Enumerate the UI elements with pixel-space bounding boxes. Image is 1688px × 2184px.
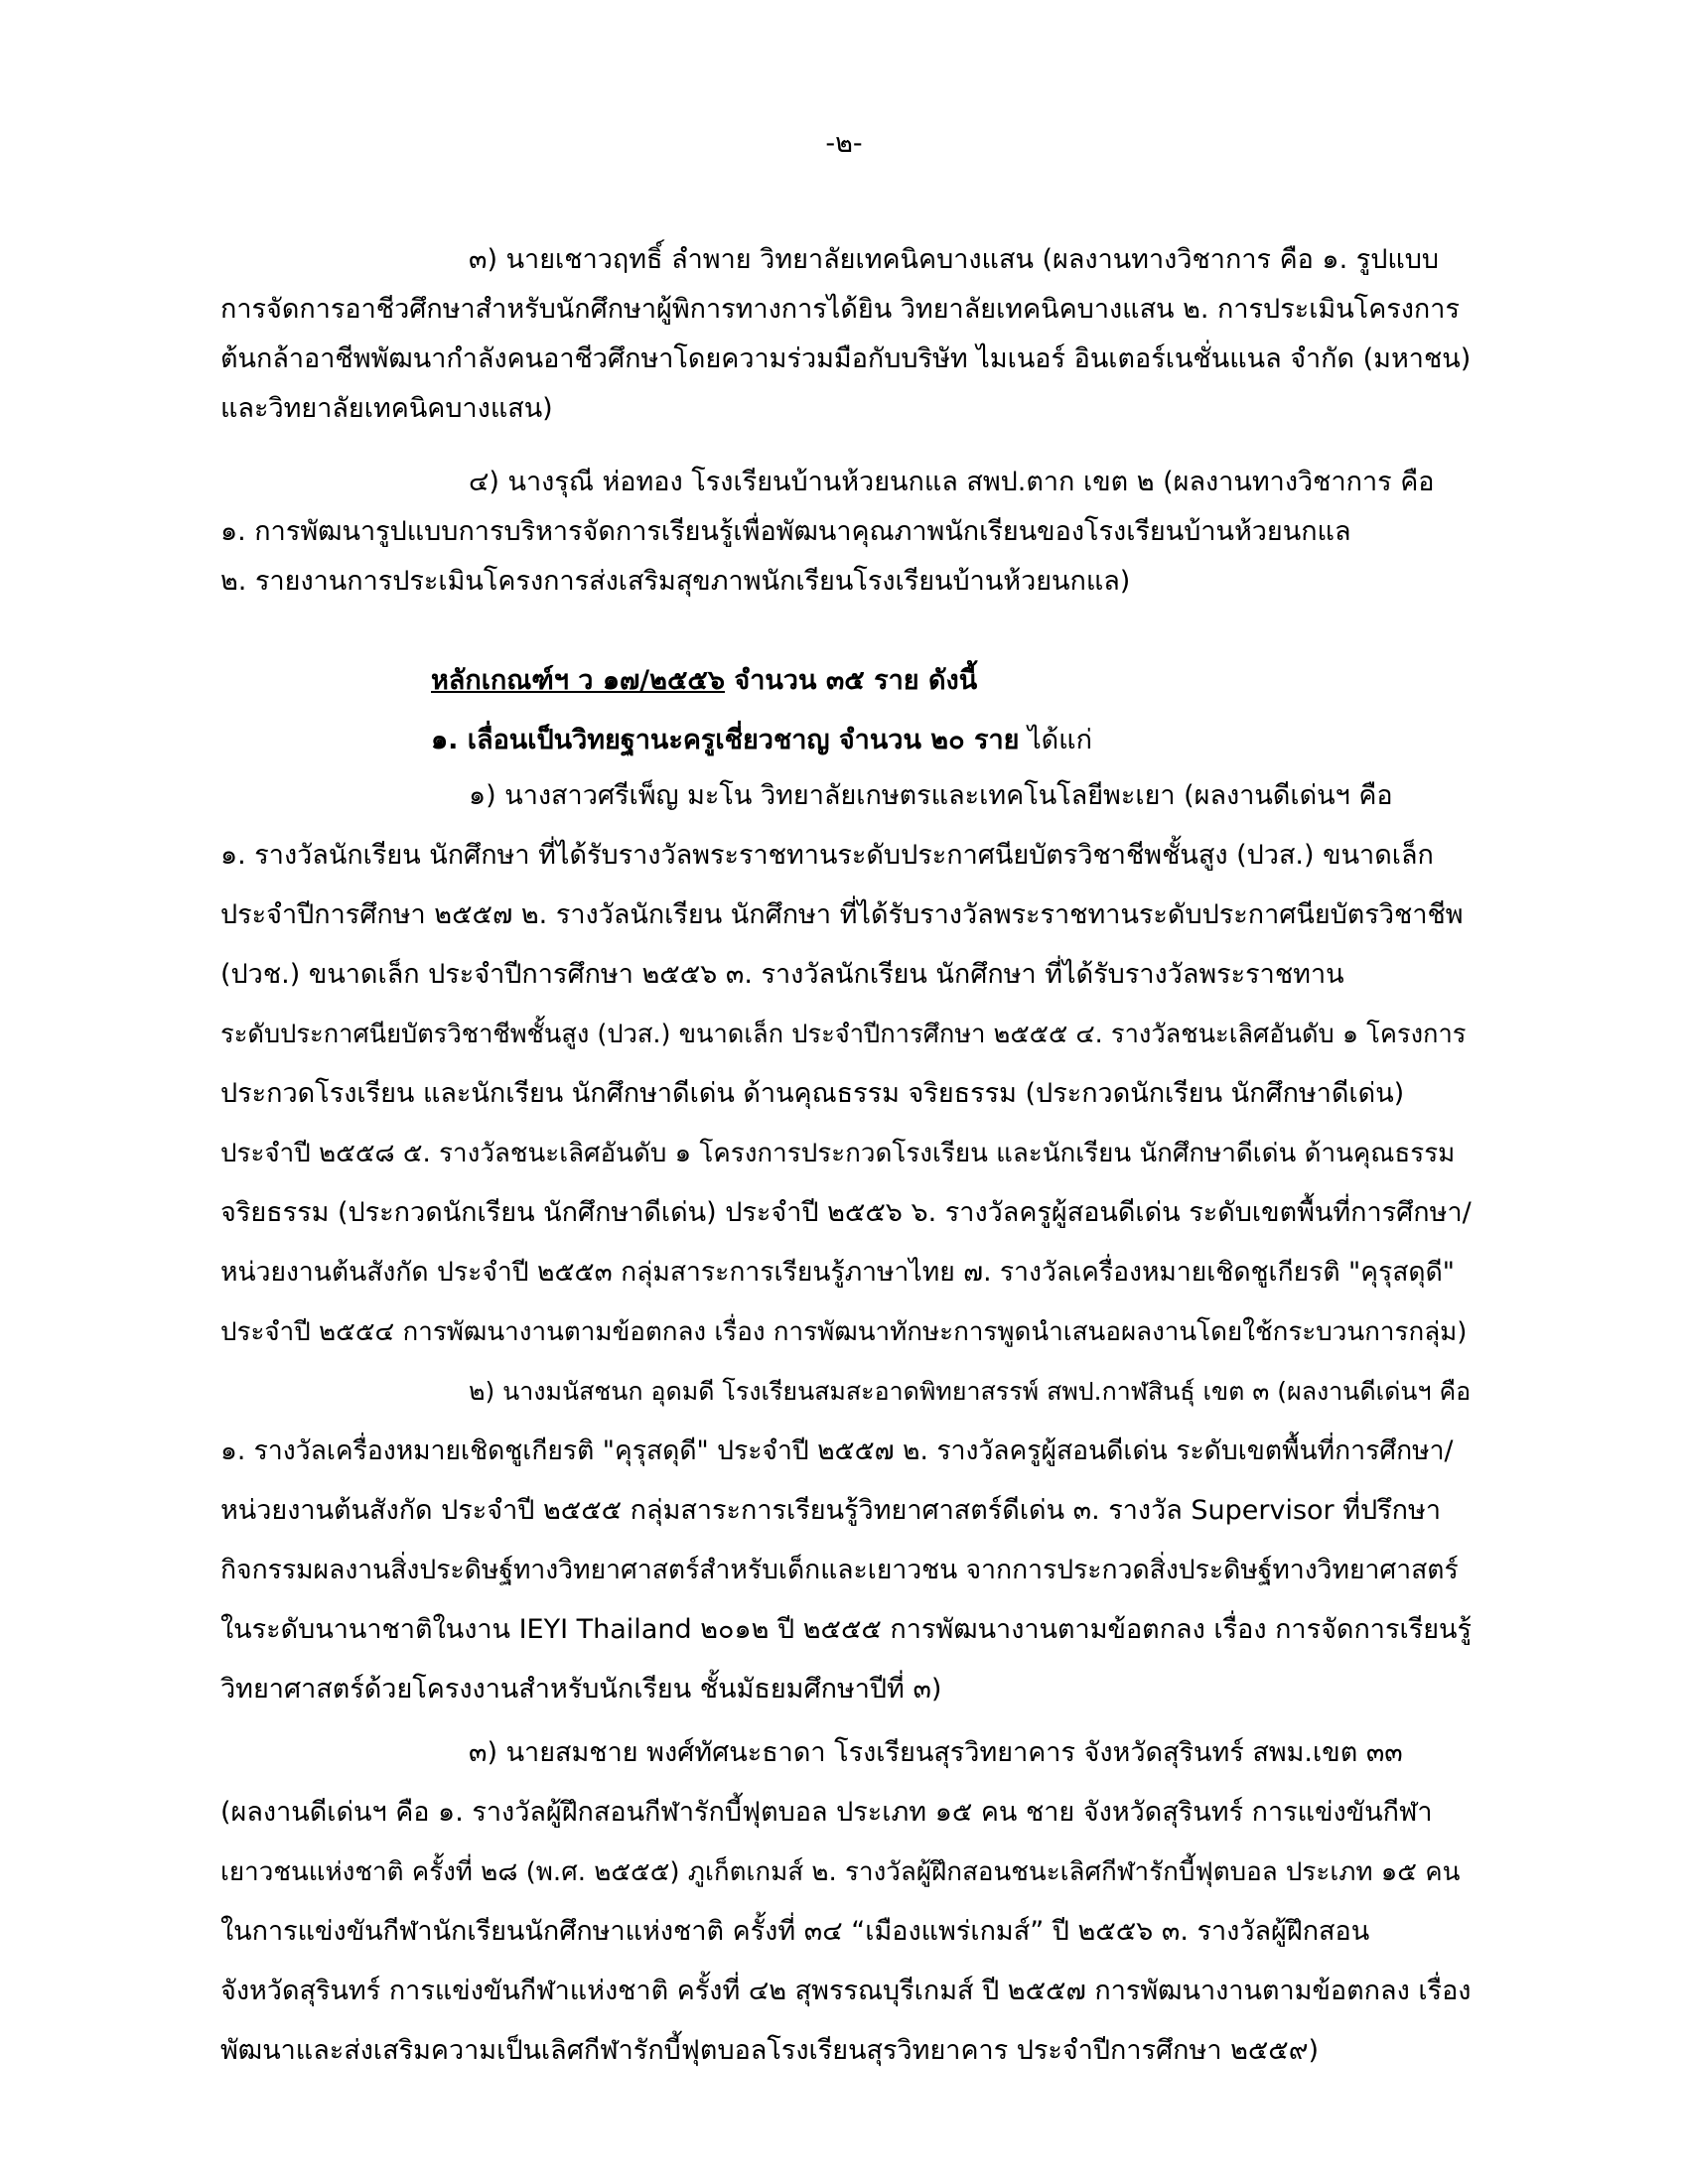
- paragraph-line: ๑) นางสาวศรีเพ็ญ มะโน วิทยาลัยเกษตรและเทคโนโลยีพะเยา (ผลงานดีเด่นฯ คือ: [469, 780, 1393, 811]
- paragraph-line: ประจำปีการศึกษา ๒๕๕๗ ๒. รางวัลนักเรียน นักศึกษา ที่ได้รับรางวัลพระราชทานระดับประกาศนียบัตรวิชาชีพ: [220, 899, 1464, 930]
- criteria-reference: หลักเกณฑ์ฯ ว ๑๗/๒๕๕๖: [431, 665, 725, 696]
- paragraph-line: จังหวัดสุรินทร์ การแข่งขันกีฬาแห่งชาติ ครั้งที่ ๔๒ สุพรรณบุรีเกมส์ ปี ๒๕๕๗ การพัฒนางานตามข้อตกลง เรื่อง: [220, 1976, 1472, 2006]
- paragraph-line: ต้นกล้าอาชีพพัฒนากำลังคนอาชีวศึกษาโดยความร่วมมือกับบริษัท ไมเนอร์ อินเตอร์เนชั่นแนล จำกัด (มหาชน): [220, 343, 1472, 374]
- paragraph-line: ๓) นายสมชาย พงศ์ทัศนะธาดา โรงเรียนสุรวิทยาคาร จังหวัดสุรินทร์ สพม.เขต ๓๓: [469, 1737, 1403, 1768]
- paragraph-line: การจัดการอาชีวศึกษาสำหรับนักศึกษาผู้พิการทางการได้ยิน วิทยาลัยเทคนิคบางแสน ๒. การประเมินโครงการ: [220, 294, 1460, 325]
- paragraph-line: กิจกรรมผลงานสิ่งประดิษฐ์ทางวิทยาศาสตร์สำหรับเด็กและเยาวชน จากการประกวดสิ่งประดิษฐ์ทางวิทยาศาสตร์: [220, 1555, 1459, 1585]
- paragraph-line: จริยธรรม (ประกวดนักเรียน นักศึกษาดีเด่น) ประจำปี ๒๕๕๖ ๖. รางวัลครูผู้สอนดีเด่น ระดับเขตพื้นที่การศึกษา/: [220, 1197, 1472, 1228]
- paragraph-line: หน่วยงานต้นสังกัด ประจำปี ๒๕๕๕ กลุ่มสาระการเรียนรู้วิทยาศาสตร์ดีเด่น ๓. รางวัล Supervisor ที่ปรึกษา: [220, 1495, 1441, 1526]
- paragraph-line: (ผลงานดีเด่นฯ คือ ๑. รางวัลผู้ฝึกสอนกีฬารักบี้ฟุตบอล ประเภท ๑๕ คน ชาย จังหวัดสุรินทร์ การแข่งขันกีฬา: [220, 1797, 1433, 1828]
- paragraph-line: พัฒนาและส่งเสริมความเป็นเลิศกีฬารักบี้ฟุตบอลโรงเรียนสุรวิทยาคาร ประจำปีการศึกษา ๒๕๕๙): [220, 2035, 1320, 2066]
- paragraph-line: ประกวดโรงเรียน และนักเรียน นักศึกษาดีเด่น ด้านคุณธรรม จริยธรรม (ประกวดนักเรียน นักศึกษาดีเด่น): [220, 1078, 1405, 1109]
- paragraph-line: ๑. การพัฒนารูปแบบการบริหารจัดการเรียนรู้เพื่อพัฒนาคุณภาพนักเรียนของโรงเรียนบ้านห้วยนกแล: [220, 516, 1351, 547]
- paragraph-line: ๑. รางวัลเครื่องหมายเชิดชูเกียรติ "คุรุสดุดี" ประจำปี ๒๕๕๗ ๒. รางวัลครูผู้สอนดีเด่น ระดับเขตพื้นที่การศึกษา/: [220, 1435, 1454, 1466]
- promotion-title: ๑. เลื่อนเป็นวิทยฐานะครูเชี่ยวชาญ จำนวน ๒๐ ราย: [431, 725, 1020, 755]
- sub-heading: [431, 717, 1474, 764]
- paragraph-line: ๔) นางรุณี ห่อทอง โรงเรียนบ้านห้วยนกแล สพป.ตาก เขต ๒ (ผลงานทางวิชาการ คือ: [469, 467, 1435, 497]
- paragraph-line: ประจำปี ๒๕๕๔ การพัฒนางานตามข้อตกลง เรื่อง การพัฒนาทักษะการพูดนำเสนอผลงานโดยใช้กระบวนการกลุ่ม): [220, 1317, 1468, 1347]
- promotion-suffix: ได้แก่: [1019, 725, 1092, 755]
- paragraph-line: เยาวชนแห่งชาติ ครั้งที่ ๒๘ (พ.ศ. ๒๕๕๕) ภูเก็ตเกมส์ ๒. รางวัลผู้ฝึกสอนชนะเลิศกีฬารักบี้ฟุตบอล ประเภท ๑๕ คน: [220, 1857, 1461, 1887]
- paragraph-line: วิทยาศาสตร์ด้วยโครงงานสำหรับนักเรียน ชั้นมัธยมศึกษาปีที่ ๓): [220, 1674, 942, 1705]
- paragraph-line: หน่วยงานต้นสังกัด ประจำปี ๒๕๕๓ กลุ่มสาระการเรียนรู้ภาษาไทย ๗. รางวัลเครื่องหมายเชิดชูเกียรติ "คุรุสดุดี": [220, 1257, 1455, 1288]
- paragraph-line: ในระดับนานาชาติในงาน IEYI Thailand ๒๐๑๒ ปี ๒๕๕๕ การพัฒนางานตามข้อตกลง เรื่อง การจัดการเรียนรู้: [220, 1614, 1472, 1645]
- paragraph-line: (ปวช.) ขนาดเล็ก ประจำปีการศึกษา ๒๕๕๖ ๓. รางวัลนักเรียน นักศึกษา ที่ได้รับรางวัลพระราชทาน: [220, 959, 1344, 990]
- section-heading: [431, 657, 1474, 705]
- page-number: -๒-: [825, 128, 863, 159]
- paragraph-line: ๒) นางมนัสชนก อุดมดี โรงเรียนสมสะอาดพิทยาสรรพ์ สพป.กาฬสินธุ์ เขต ๓ (ผลงานดีเด่นฯ คือ: [469, 1377, 1472, 1406]
- paragraph-line: ในการแข่งขันกีฬานักเรียนนักศึกษาแห่งชาติ ครั้งที่ ๓๔ “เมืองแพร่เกมส์” ปี ๒๕๕๖ ๓. รางวัลผู้ฝึกสอน: [220, 1916, 1370, 1947]
- paragraph-line: ระดับประกาศนียบัตรวิชาชีพชั้นสูง (ปวส.) ขนาดเล็ก ประจำปีการศึกษา ๒๕๕๕ ๔. รางวัลชนะเลิศอันดับ ๑ โครงการ: [220, 1020, 1467, 1049]
- paragraph-line: ๑. รางวัลนักเรียน นักศึกษา ที่ได้รับรางวัลพระราชทานระดับประกาศนียบัตรวิชาชีพชั้นสูง (ปวส.) ขนาดเล็ก: [220, 840, 1434, 871]
- paragraph-line: ๓) นายเชาวฤทธิ์ ลำพาย วิทยาลัยเทคนิคบางแสน (ผลงานทางวิชาการ คือ ๑. รูปแบบ: [469, 244, 1440, 275]
- criteria-count: จำนวน ๓๕ ราย ดังนี้: [724, 665, 978, 696]
- paragraph-line: ๒. รายงานการประเมินโครงการส่งเสริมสุขภาพนักเรียนโรงเรียนบ้านห้วยนกแล): [220, 566, 1131, 597]
- paragraph-line: ประจำปี ๒๕๕๘ ๕. รางวัลชนะเลิศอันดับ ๑ โครงการประกวดโรงเรียน และนักเรียน นักศึกษาดีเด่น ด้านคุณธรรม: [220, 1139, 1456, 1168]
- paragraph-line: และวิทยาลัยเทคนิคบางแสน): [220, 393, 553, 424]
